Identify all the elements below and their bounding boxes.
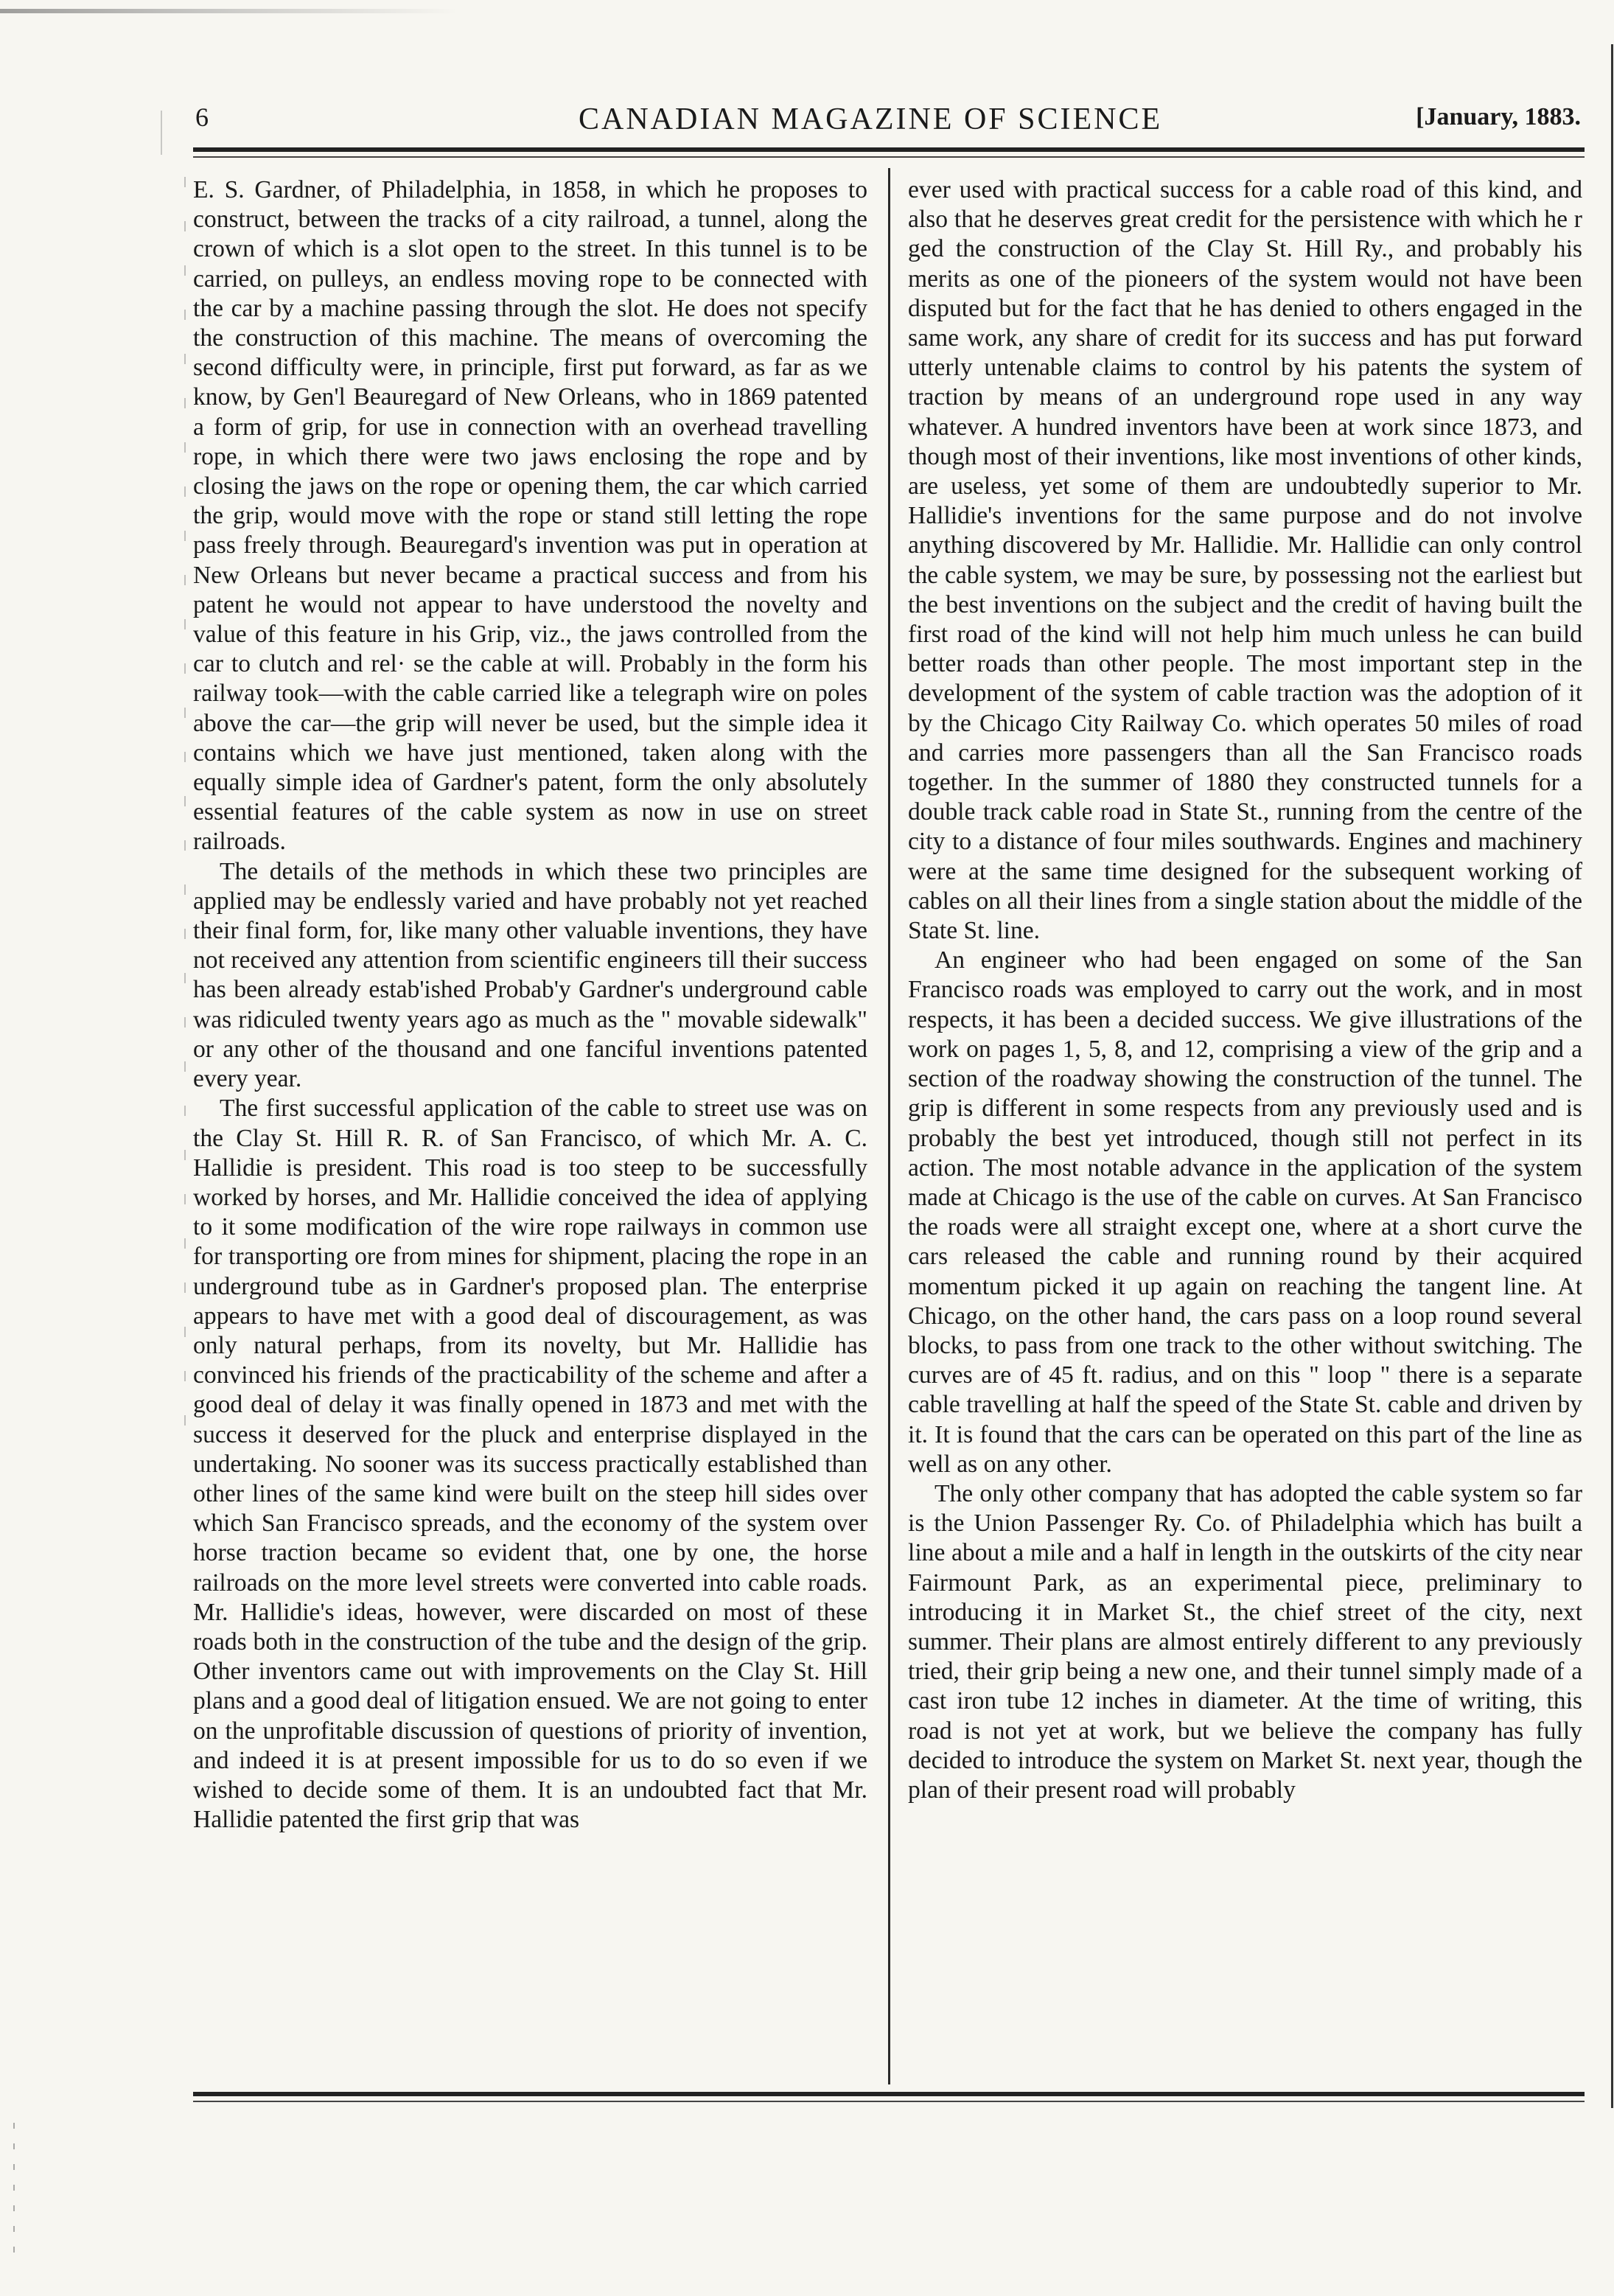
left-column: [193, 175, 867, 1835]
paragraph: The only other company that has adopted the cable system so far is the Union Passenger Ry. Co. of Philadelphia which has built a line about a mile and a half in length in the outskirts of the city near Fairmount Park, as an experimental piece, preliminary to introducing it in Market St., the chief street of the city, next summer. Their plans are almost entirely different to any previously tried, their grip being a new one, and their tunnel simply made of a cast iron tube 12 inches in diameter. At the time of writing, this road is not yet at work, but we believe the company has fully decided to introduce the system on Market St. next year, though the plan of their present road will probably: [908, 1479, 1582, 1804]
footer-rule-thin: [193, 2101, 1585, 2102]
header-rule: [193, 147, 1585, 152]
footer-rule: [193, 2092, 1585, 2096]
margin-marks: [184, 177, 186, 1430]
page-header: [195, 102, 1581, 146]
issue-date: [January, 1883.: [1416, 103, 1581, 130]
column-divider: [888, 168, 890, 2084]
article-body: [193, 161, 1585, 2084]
scan-mark: [161, 111, 162, 155]
journal-title: CANADIAN MAGAZINE OF SCIENCE: [579, 102, 1163, 136]
header-rule-thin: [193, 156, 1585, 158]
right-column: [908, 175, 1582, 1805]
paragraph: The first successful application of the cable to street use was on the Clay St. Hill R. R. of San Francisco, of which Mr. A. C. Hallidie is president. This road is too steep to be successfully worked by horses, and Mr. Hallidie conceived the idea of applying to it some modification of the wire rope railways in common use for transporting ore from mines for shipment, placing the rope in an underground tube as in Gardner's proposed plan. The enterprise appears to have met with a good deal of discouragement, as was only natural perhaps, from its novelty, but Mr. Hallidie has convinced his friends of the practicability of the scheme and after a good deal of delay it was finally opened in 1873 and met with the success it deserved for the pluck and enterprise displayed in the undertaking. No sooner was its success practically established than other lines of the same kind were built on the steep hill sides over which San Francisco spreads, and the economy of the system over horse traction became so evident that, one by one, the horse railroads on the more level streets were converted into cable roads. Mr. Hallidie's ideas, however, were discarded on most of these roads both in the construction of the tube and the design of the grip. Other inventors came out with improvements on the Clay St. Hill plans and a good deal of litigation ensued. We are not going to enter on the unprofitable discussion of questions of priority of invention, and indeed it is at present impossible for us to do so even if we wished to decide some of them. It is an undoubted fact that Mr. Hallidie patented the first grip that was: [193, 1095, 867, 1834]
page-number: 6: [195, 102, 209, 132]
paragraph: An engineer who had been engaged on some of the San Francisco roads was employed to carry out the work, and in most respects, it has been a decided success. We give illustrations of the work on pages 1, 5, 8, and 12, comprising a view of the grip and a section of the roadway showing the construction of the tunnel. The grip is different in some respects from any previously used and is probably the best yet introduced, though still not perfect in its action. The most notable advance in the application of the system made at Chicago is the use of the cable on curves. At San Francisco the roads were all straight except one, where at a short curve the cars released the cable and running round by their acquired momentum picked it up again on reaching the tangent line. At Chicago, on the other hand, the cars pass on a loop round several blocks, to pass from one track to the other without switching. The curves are of 45 ft. radius, and on this " loop " there is a separate cable travelling at half the speed of the State St. cable and driven by it. It is found that the cars can be operated on this part of the line as well as on any other.: [908, 946, 1582, 1478]
paragraph: E. S. Gardner, of Philadelphia, in 1858, in which he proposes to construct, between the tracks of a city railroad, a tunnel, along the crown of which is a slot open to the street. In this tunnel is to be carried, on pulleys, an endless moving rope to be connected with the car by a machine passing through the slot. He does not specify the construction of this machine. The means of overcoming the second difficulty were, in principle, first put forward, as far as we know, by Gen'l Beauregard of New Orleans, who in 1869 patented a form of grip, for use in connection with an overhead travelling rope, in which there were two jaws enclosing the rope and by closing the jaws on the rope or opening them, the car which carried the grip, would move with the rope or stand still letting the rope pass freely through. Beauregard's invention was put in operation at New Orleans but never became a practical success and from his patent he would not appear to have understood the novelty and value of this feature in his Grip, viz., the jaws controlled from the car to clutch and rel· se the cable at will. Probably in the form his railway took—with the cable carried like a telegraph wire on poles above the car—the grip will never be used, but the simple idea it contains which we have just mentioned, taken along with the equally simple idea of Gardner's patent, form the only absolutely essential features of the cable system as now in use on street railroads.: [193, 176, 867, 856]
paragraph: ever used with practical success for a cable road of this kind, and also that he deserves great credit for the persistence with which he r ged the construction of the Clay St. Hill Ry., and probably his merits as one of the pioneers of the system would not have been disputed but for the fact that he has denied to others engaged in the same work, any share of credit for its success and has put forward utterly untenable claims to control by his patents the system of traction by means of an underground rope used in any way whatever. A hundred inventors have been at work since 1873, and though most of their inventions, like most inventions of other kinds, are useless, yet some of them are undoubtedly superior to Mr. Hallidie's inventions for the same purpose and do not involve anything discovered by Mr. Hallidie. Mr. Hallidie can only control the cable system, we may be sure, by possessing not the earliest but the best inventions on the subject and the credit of having built the first road of the kind will not help him much unless he can build better roads than other people. The most important step in the development of the system of cable traction was the adoption of it by the Chicago City Railway Co. which operates 50 miles of road and carries more passengers than all the San Francisco roads together. In the summer of 1880 they constructed tunnels for a double track cable road in State St., running from the centre of the city to a distance of four miles southwards. Engines and machinery were at the same time designed for the subsequent working of cables on all their lines from a single station about the middle of the State St. line.: [908, 176, 1582, 945]
margin-marks: [13, 2123, 15, 2255]
paragraph: The details of the methods in which these two principles are applied may be endlessly varied and have probably not yet reached their final form, for, like many other valuable inventions, they have not received any attention from scientific engineers till their success has been already estab'ished Probab'y Gardner's underground cable was ridiculed twenty years ago as much as the " movable sidewalk" or any other of the thousand and one fanciful inventions patented every year.: [193, 857, 867, 1093]
scan-smudge: [0, 9, 457, 13]
page-edge: [1611, 44, 1613, 2108]
